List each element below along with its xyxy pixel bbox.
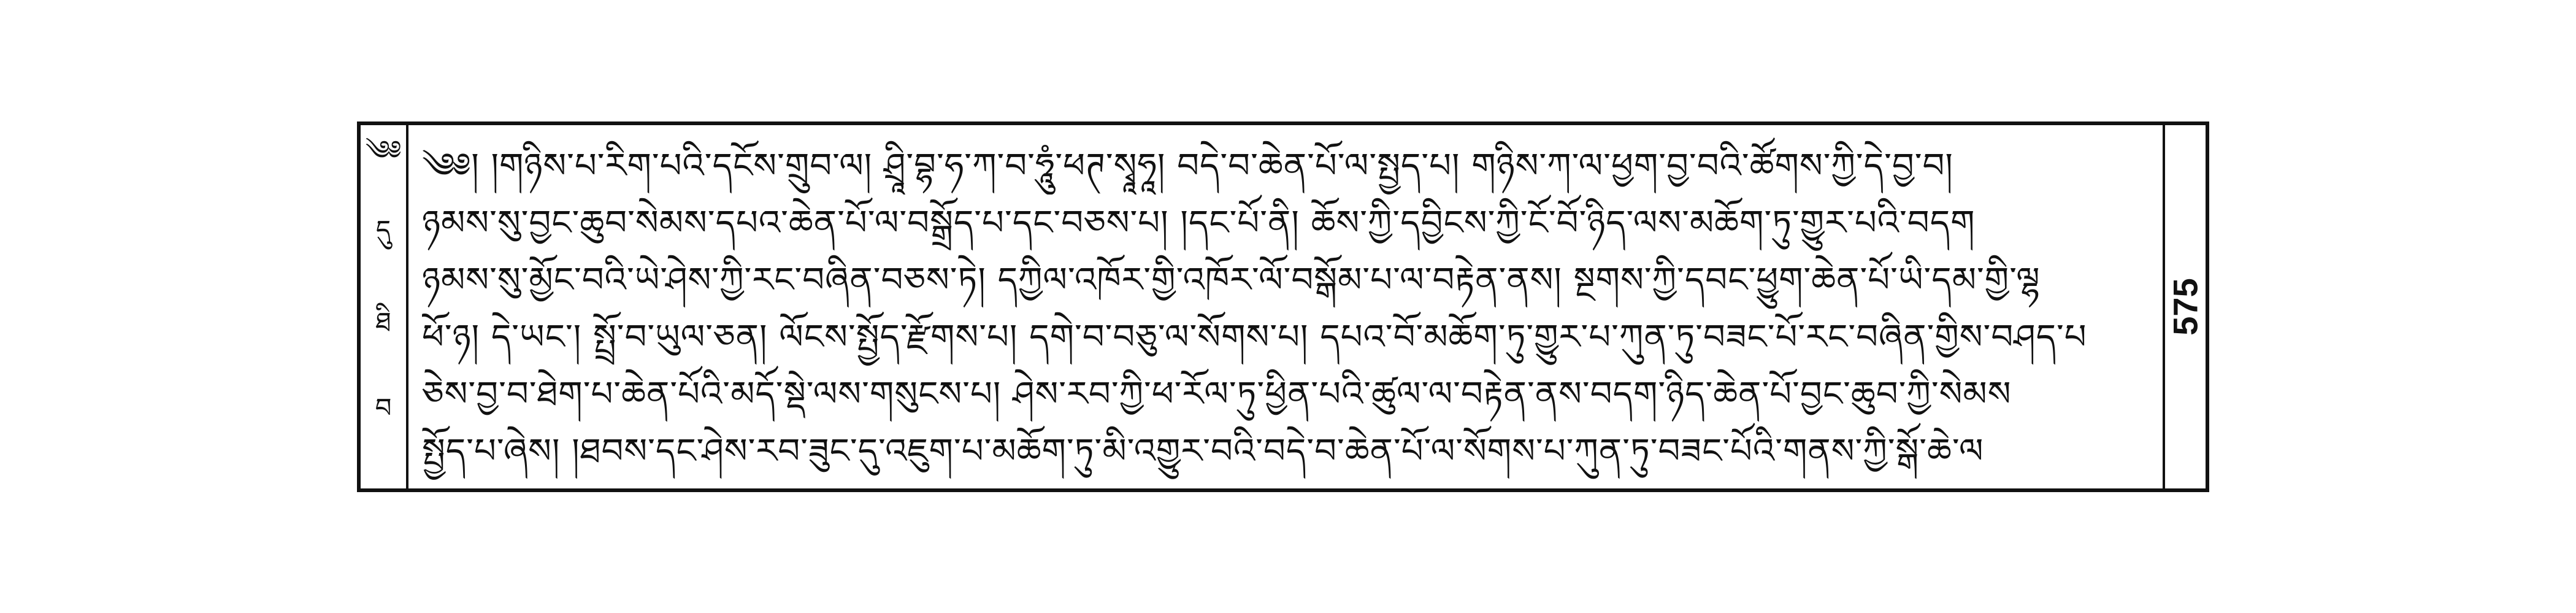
text-block [422,137,2147,476]
text-line-3: ཉམས་སུ་མྱོང་བའི་ཡེ་ཤེས་ཀྱི་རང་བཞིན་བཅས་ཏེ། དཀྱིལ་འཁོར་གྱི་འཁོར་ལོ་བསྒོམ་པ་ལ་བརྟེན་ནས། སྔགས་ཀྱི་དབང་ཕྱུག་ཆེན་པོ་ཡི་དམ་གྱི་ལྷ [422,260,2041,300]
left-margin [361,125,408,488]
right-margin [2163,125,2206,488]
text-line-6: སྤྱོད་པ་ཞེས། །ཐབས་དང་ཤེས་རབ་ཟུང་དུ་འཇུག་པ་མཆོག་ཏུ་མི་འགྱུར་བའི་བདེ་བ་ཆེན་པོ་ལ་སོགས་པ་ཀུན་ཏུ་བཟང་པོའི་གནས་ཀྱི་སྒོ་ཆེ་ལ [422,431,1984,471]
text-line-5: ཅེས་བྱ་བ་ཐེག་པ་ཆེན་པོའི་མདོ་སྡེ་ལས་གསུངས་པ། ཤེས་རབ་ཀྱི་ཕ་རོལ་ཏུ་ཕྱིན་པའི་ཚུལ་ལ་བརྟེན་ནས་བདག་ཉིད་ཆེན་པོ་བྱང་ཆུབ་ཀྱི་སེམས [422,374,2012,414]
margin-label: བ [375,393,392,424]
text-line-1: ༄༅། །གཉིས་པ་རིག་པའི་དངོས་གྲུབ་ལ། ཤྲཱི་བྷ་ཧ་ཀ་བ་ཧཱུཾ་ཕཊ་སྭཱཧཱ། བདེ་བ་ཆེན་པོ་ལ་སྤྱད་པ། གཉིས་ཀ་ལ་ཕྱག་བྱ་བའི་ཚོགས་ཀྱི་དེ་བྱ་བ། [422,146,1953,186]
page-number: 575 [2166,278,2205,336]
scripture-folio [357,121,2209,492]
text-line-4: ཕོ་ཉ། དེ་ཡང་། སྤྲོ་བ་ཡུལ་ཅན། ལོངས་སྤྱོད་རྫོགས་པ། དགེ་བ་བཅུ་ལ་སོགས་པ། དཔའ་བོ་མཆོག་ཏུ་གྱུར་པ་ཀུན་ཏུ་བཟང་པོ་རང་བཞིན་གྱིས་བཤད་པ [422,317,2087,357]
margin-label: ཐི [375,307,391,338]
text-line-2: ཉམས་སུ་བྱང་ཆུབ་སེམས་དཔའ་ཆེན་པོ་ལ་བསྒྲོད་པ་དང་བཅས་པ། །དང་པོ་ནི། ཆོས་ཀྱི་དབྱིངས་ཀྱི་ངོ་བོ་ཉིད་ལས་མཆོག་ཏུ་གྱུར་པའི་བདག [422,203,1976,243]
margin-label: ༄༅ [365,135,402,166]
margin-label: དུ [375,215,391,246]
